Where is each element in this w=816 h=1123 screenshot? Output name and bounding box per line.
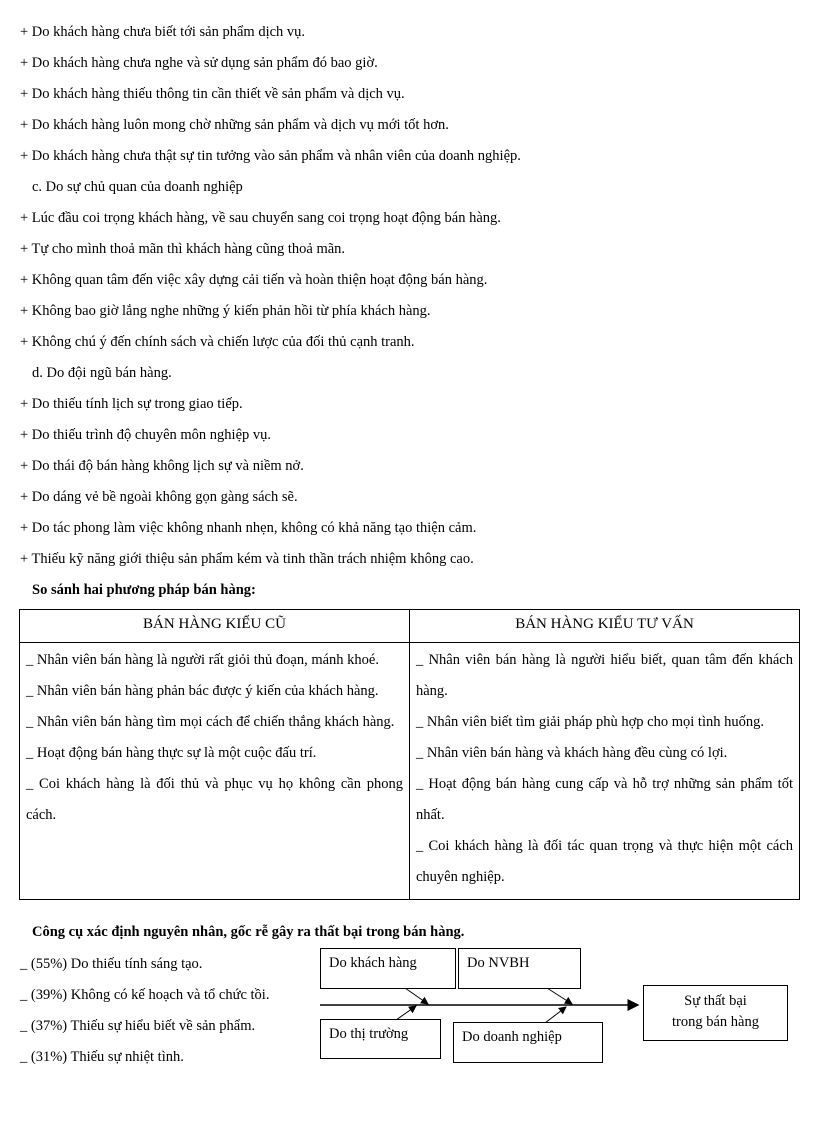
list-item: + Do khách hàng chưa nghe và sử dụng sản phẩm đó bao giờ. (20, 55, 378, 71)
company-arrow (545, 1007, 566, 1023)
list-item: + Do thái độ bán hàng không lịch sự và niềm nở. (20, 458, 304, 474)
list-item: + Do khách hàng chưa thật sự tin tưởng vào sản phẩm và nhân viên của doanh nghiệp. (20, 148, 521, 164)
reason-item: _ (31%) Thiếu sự nhiệt tình. (20, 1049, 184, 1065)
result-line-1: Sự thất bại (684, 993, 747, 1009)
result-line-2: trong bán hàng (672, 1014, 759, 1030)
list-item: + Lúc đầu coi trọng khách hàng, về sau chuyển sang coi trọng hoạt động bán hàng. (20, 210, 501, 226)
table-cell-item: _ Hoạt động bán hàng thực sự là một cuộc đấu trí. (26, 745, 317, 761)
table-cell-item: _ Nhân viên bán hàng phản bác được ý kiến của khách hàng. (26, 683, 379, 699)
list-item: + Do khách hàng thiếu thông tin cần thiết về sản phẩm và dịch vụ. (20, 86, 405, 102)
list-item: + Do dáng vẻ bề ngoài không gọn gàng sách sẽ. (20, 489, 298, 505)
list-item: + Thiếu kỹ năng giới thiệu sản phẩm kém và tinh thần trách nhiệm không cao. (20, 551, 474, 567)
list-item: + Do thiếu tính lịch sự trong giao tiếp. (20, 396, 243, 412)
list-item: + Không quan tâm đến việc xây dựng cải tiến và hoàn thiện hoạt động bán hàng. (20, 272, 488, 288)
section-heading: d. Do đội ngũ bán hàng. (32, 365, 172, 381)
reason-item: _ (55%) Do thiếu tính sáng tạo. (20, 956, 203, 972)
cause-company-box: Do doanh nghiệp (453, 1022, 603, 1063)
section-heading: c. Do sự chủ quan của doanh nghiệp (32, 179, 243, 195)
table-cell-item: _ Nhân viên bán hàng là người rất giỏi thủ đoạn, mánh khoé. (26, 652, 379, 668)
cause-market-box: Do thị trường (320, 1019, 441, 1059)
result-box (643, 985, 788, 1041)
cause-staff-box: Do NVBH (458, 948, 581, 989)
table-cell-item: _ Coi khách hàng là đối tác quan trọng và thực hiện một cách chuyên nghiệp. (416, 838, 793, 885)
list-item: + Do khách hàng luôn mong chờ những sản phẩm và dịch vụ mới tốt hơn. (20, 117, 449, 133)
customer-arrow (405, 988, 428, 1004)
list-item: + Tự cho mình thoả mãn thì khách hàng cũng thoả mãn. (20, 241, 346, 257)
reason-item: _ (39%) Không có kế hoạch và tổ chức tồi. (20, 987, 270, 1003)
compare-heading: So sánh hai phương pháp bán hàng: (32, 582, 256, 598)
list-item: + Do thiếu trình độ chuyên môn nghiệp vụ. (20, 427, 272, 443)
staff-arrow (547, 988, 572, 1004)
list-item: + Không chú ý đến chính sách và chiến lược của đối thủ cạnh tranh. (20, 334, 415, 350)
tool-heading: Công cụ xác định nguyên nhân, gốc rễ gây ra thất bại trong bán hàng. (32, 924, 465, 940)
cause-customer-box: Do khách hàng (320, 948, 456, 989)
table-cell-item: _ Nhân viên bán hàng và khách hàng đều cùng có lợi. (416, 745, 728, 761)
market-arrow (396, 1006, 416, 1020)
reason-item: _ (37%) Thiếu sự hiểu biết về sản phẩm. (20, 1018, 256, 1034)
table-cell-item: _ Hoạt động bán hàng cung cấp và hỗ trợ những sản phẩm tốt nhất. (416, 776, 793, 823)
table-cell-item: _ Nhân viên biết tìm giải pháp phù hợp cho mọi tình huống. (416, 714, 764, 730)
list-item: + Không bao giờ lắng nghe những ý kiến phản hồi từ phía khách hàng. (20, 303, 431, 319)
table-cell-item: _ Nhân viên bán hàng là người hiểu biết, quan tâm đến khách hàng. (416, 652, 793, 699)
table-cell-item: _ Coi khách hàng là đối thủ và phục vụ họ không cần phong cách. (26, 776, 403, 823)
list-item: + Do tác phong làm việc không nhanh nhẹn, không có khả năng tạo thiện cảm. (20, 520, 477, 536)
header-old-selling: BÁN HÀNG KIỂU CŨ (20, 610, 410, 643)
list-item: + Do khách hàng chưa biết tới sản phẩm dịch vụ. (20, 24, 306, 40)
header-consultative-selling: BÁN HÀNG KIỂU TƯ VẤN (410, 610, 800, 643)
table-cell-item: _ Nhân viên bán hàng tìm mọi cách để chiến thắng khách hàng. (26, 714, 395, 730)
